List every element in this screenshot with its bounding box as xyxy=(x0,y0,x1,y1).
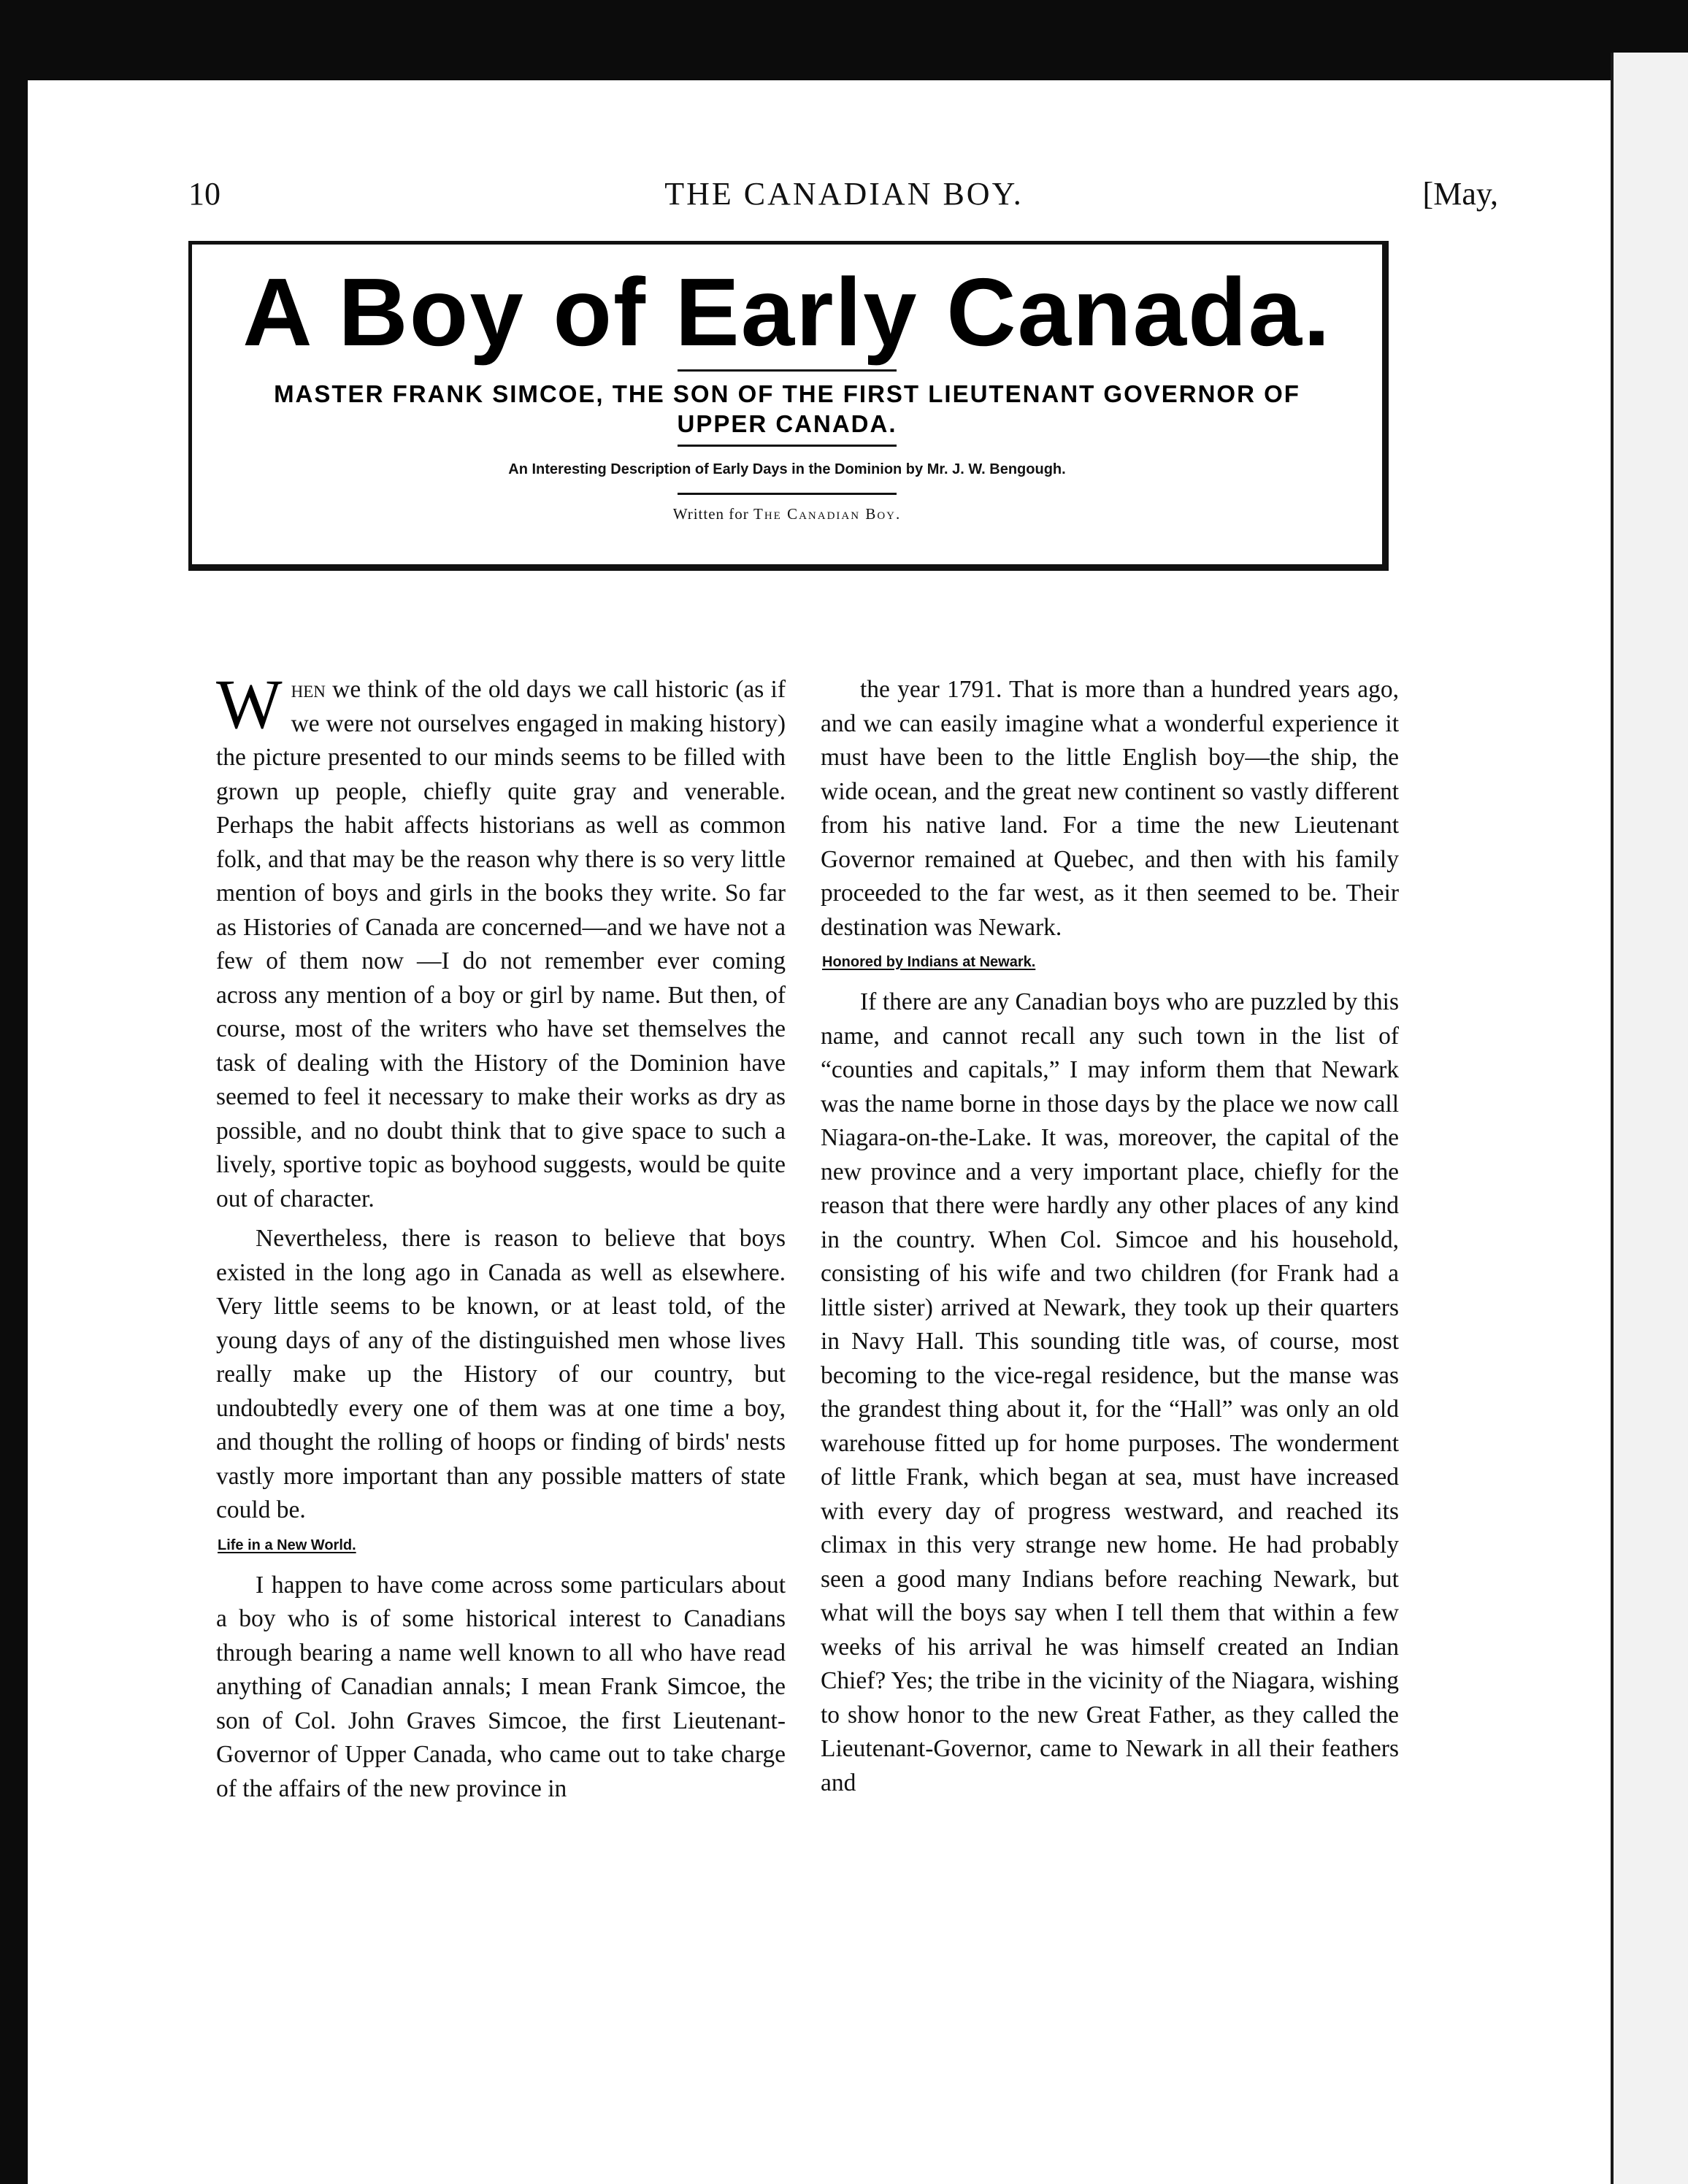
article-headline: A Boy of Early Canada. xyxy=(242,258,1332,366)
article-credit xyxy=(192,505,1382,523)
credit-prefix: Written for xyxy=(672,505,749,523)
left-column xyxy=(216,665,786,1806)
journal-title: THE CANADIAN BOY. xyxy=(664,176,1024,212)
subhead-rule xyxy=(678,445,897,447)
section-heading-honored-by-indians: Honored by Indians at Newark. xyxy=(822,954,1036,970)
title-rule xyxy=(678,369,897,372)
article-title-box xyxy=(188,241,1389,571)
credit-publication: The Canadian Boy. xyxy=(753,505,902,523)
right-column xyxy=(821,673,1399,1800)
adjacent-page-edge xyxy=(1611,53,1688,2184)
left-paragraph-3: I happen to have come across some particulars about a boy who is of some historical interest to Canadians through bearing a name well known to all who have read anything of Canadian annals; I mean Frank Simcoe, the son of Col. John Graves Simcoe, the first Lieutenant-Governor of Upper Canada, who came out to take charge of the affairs of the new province in xyxy=(216,1571,786,1802)
running-head xyxy=(0,175,1688,241)
description-rule xyxy=(678,493,897,495)
right-paragraph-1: the year 1791. That is more than a hundred years ago, and we can easily imagine what a wonderful experience it must have been to the little English boy—the ship, the wide ocean, and the great new continent so vastly different from his native land. For a time the new Lieutenant Governor remained at Quebec, and then with his family proceeded to the far west, as it then seemed to be. Their destination was Newark. xyxy=(821,676,1399,941)
drop-cap: W xyxy=(216,665,283,743)
section-heading-life-in-new-world: Life in a New World. xyxy=(218,1537,356,1553)
left-paragraph-1 xyxy=(216,665,786,1216)
issue-date: [May, xyxy=(1422,176,1498,212)
page-number: 10 xyxy=(188,176,220,212)
right-paragraph-2: If there are any Canadian boys who are puzzled by this name, and cannot recall any such town in the list of “counties and capitals,” I may inform them that Newark was the name borne in those days by the place we now call Niagara-on-the-Lake. It was, moreover, the capital of the new province and a very important place, chiefly for the reason that there were hardly any other places of any kind in the country. When Col. Simcoe and his household, consisting of his wife and two children (for Frank had a little sister) arrived at Newark, they took up their quarters in Navy Hall. This sounding title was, of course, most becoming to the vice-regal residence, but the manse was the grandest thing about it, for the “Hall” was only an old warehouse fitted up for home purposes. The wonderment of little Frank, which began at sea, must have increased with every day of progress westward, and reached its climax in this very strange new home. He had probably seen a good many Indians before reaching Newark, but what will the boys say when I tell them that within a few weeks of his arrival he was himself created an Indian Chief? Yes; the tribe in the vicinity of the Niagara, wishing to show honor to the new Great Father, as they called the Lieutenant-Governor, came to Newark in all their feathers and xyxy=(821,988,1399,1796)
article-description: An Interesting Description of Early Days in the Dominion by Mr. J. W. Bengough. xyxy=(508,461,1066,478)
left-paragraph-2: Nevertheless, there is reason to believe that boys existed in the long ago in Canada as well as elsewhere. Very little seems to be known, or at least told, of the young days of any of the distinguished men whose lives really make up the History of our country, but undoubtedly every one of them was at one time a boy, and thought the rolling of hoops or finding of birds' nests vastly more important than any possible matters of state could be. xyxy=(216,1225,786,1523)
left-paragraph-1-text: we think of the old days we call historic (as if we were not ourselves engaged in making history) the picture presented to our minds seems to be filled with grown up people, chiefly quite gray and venerable. Perhaps the habit affects historians as well as common folk, and that may be the reason why there is so very little mention of boys and girls in the books they write. So far as Histories of Canada are concerned—and we have not a few of them now —I do not remember ever coming across any mention of a boy or girl by name. But then, of course, most of the writers who have set themselves the task of dealing with the History of the Dominion have seemed to feel it necessary to make their works as dry as possible, and no doubt think that to give space to such a lively, sportive topic as boyhood suggests, would be quite out of character. xyxy=(216,676,786,1212)
opening-word: hen xyxy=(291,676,326,703)
article-subhead: MASTER FRANK SIMCOE, THE SON OF THE FIRST LIEUTENANT GOVERNOR OF UPPER CANADA. xyxy=(274,380,1300,437)
